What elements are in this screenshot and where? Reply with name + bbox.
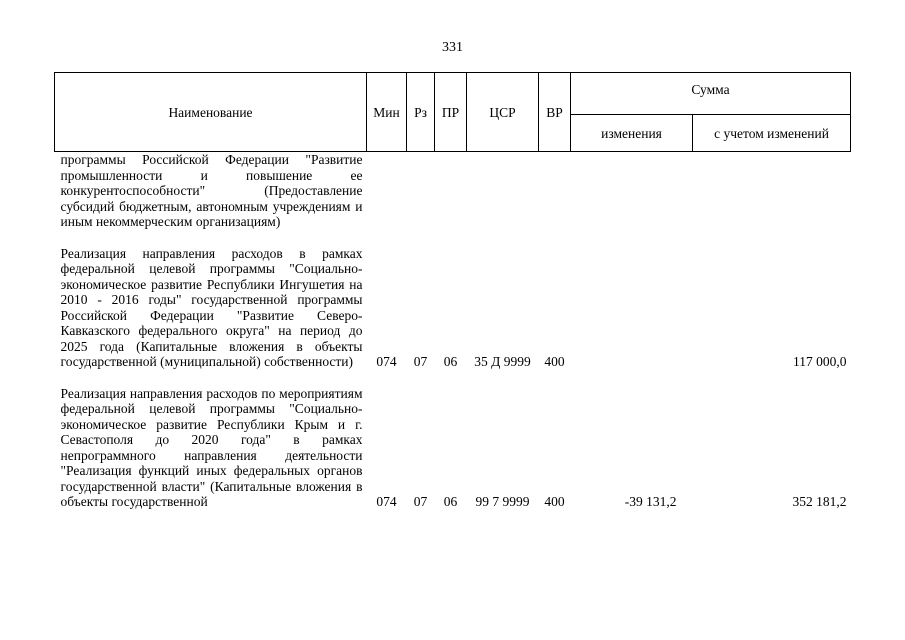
- row-with-change: 117 000,0: [793, 354, 847, 369]
- header-with-change: с учетом изменений: [693, 115, 851, 152]
- row-vr: 400: [544, 354, 565, 369]
- table-row: [55, 246, 851, 370]
- header-change: изменения: [571, 115, 693, 152]
- row-change: [571, 152, 693, 230]
- table-row: [55, 152, 851, 230]
- row-csr: 99 7 9999: [475, 494, 530, 509]
- row-pr: 06: [443, 354, 458, 369]
- page-number: 331: [442, 40, 463, 55]
- row-change: [571, 246, 693, 370]
- row-rz: 07: [413, 494, 428, 509]
- header-pr: ПР: [435, 73, 467, 152]
- row-min: 074: [376, 494, 397, 509]
- row-with-change: 352 181,2: [792, 494, 847, 509]
- row-pr: [435, 152, 467, 230]
- header-name: Наименование: [55, 73, 367, 152]
- row-rz: 07: [413, 354, 428, 369]
- row-name: Реализация направления расходов в рамках федеральной целевой программы "Социально-экономическое развитие Республики Ингушетия на 2010 - 2016 годы" государственной программы Российской Федерации "Развитие Северо-Кавказского федерального округа" на период до 2025 года (Капитальные вложения в объекты государственной (муниципальной) собственности): [60, 245, 363, 369]
- header-vr: ВР: [539, 73, 571, 152]
- row-name: Реализация направления расходов по мероприятиям федеральной целевой программы "Социально-экономическое развитие Республики Крым и г. Севастополя до 2020 года" в рамках непрограммного направления деятельности "Реализация функций иных федеральных органов государственной власти" (Капитальные вложения в объекты государственной: [60, 385, 363, 509]
- row-pr: 06: [443, 494, 458, 509]
- row-vr: 400: [544, 494, 565, 509]
- row-name: программы Российской Федерации "Развитие промышленности и повышение ее конкурентоспособности" (Предоставление субсидий бюджетным, автономным учреждениям и иным некоммерческим организациям): [60, 152, 363, 229]
- row-change: -39 131,2: [624, 494, 677, 509]
- table-row: [55, 386, 851, 510]
- row-csr: 35 Д 9999: [474, 354, 531, 369]
- row-csr: [467, 152, 539, 230]
- table-header: [55, 73, 851, 152]
- budget-table: [54, 72, 851, 510]
- row-vr: [539, 152, 571, 230]
- header-csr: ЦСР: [467, 73, 539, 152]
- header-rz: Рз: [407, 73, 435, 152]
- header-min: Мин: [367, 73, 407, 152]
- header-sum: Сумма: [571, 73, 851, 115]
- row-min: [367, 152, 407, 230]
- row-rz: [407, 152, 435, 230]
- row-min: 074: [376, 354, 397, 369]
- row-with-change: [693, 152, 851, 230]
